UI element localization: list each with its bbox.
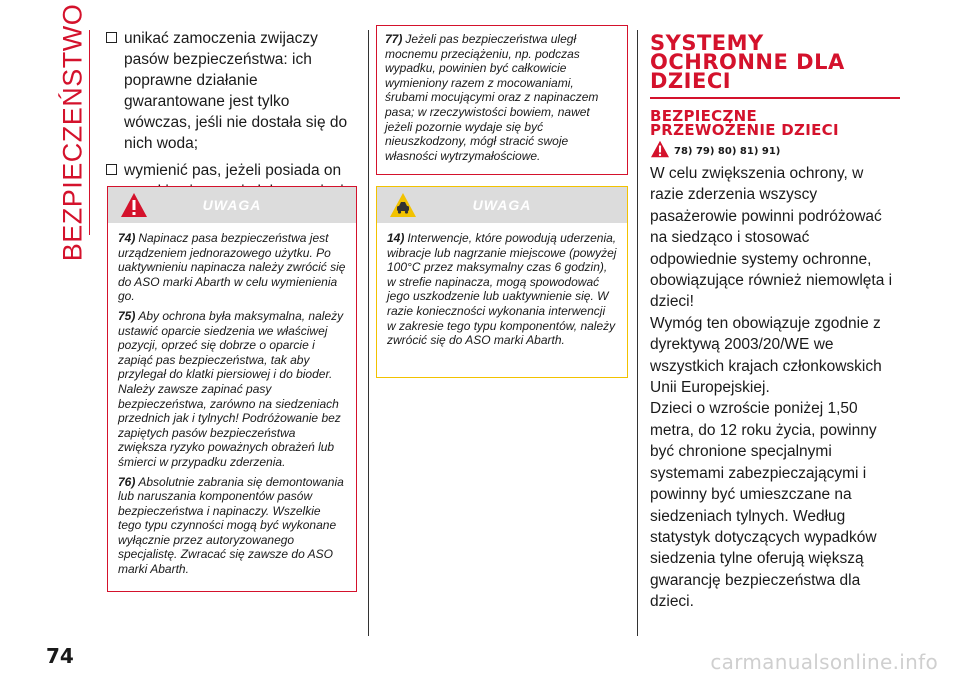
warning-triangle-icon xyxy=(650,140,670,163)
note-number: 76) xyxy=(118,474,136,489)
section-title-rule xyxy=(650,97,900,99)
left-column-bullets xyxy=(100,28,358,208)
chapter-side-rule xyxy=(89,30,90,235)
note-text: Napinacz pasa bezpieczeństwa jest urządzeniem jednorazowego użytku. Po uaktywnieniu napinacza należy zwrócić się do ASO marki Abarth w celu wymienienia go. xyxy=(118,231,346,304)
note-text: Absolutnie zabrania się demontowania lub naruszania komponentów pasów bezpieczeństwa i napinaczy. Wszelkie tego typu czynności mogą być wykonane wyłącznie przez autoryzowanego specjalistę. Zwracać się zawsze do ASO marki Abarth. xyxy=(118,474,344,577)
warning-triangle-icon xyxy=(120,192,148,223)
column-divider-right xyxy=(637,30,638,636)
note-number: 14) xyxy=(387,231,405,245)
chapter-side-label xyxy=(56,3,90,262)
caution-box-title: UWAGA xyxy=(472,197,532,213)
caution-box-header xyxy=(377,187,627,223)
note-text: Interwencje, które powodują uderzenia, wibracje lub nagrzanie miejscowe (powyżej 100°C przez maksymalny czas 6 godzin), w strefie napinacza, mogą spowodować jego uszkodzenie lub uaktywnienie się. W razie konieczności wykonania interwencji w zakresie tego typu komponentów, należy zwrócić się do ASO marki Abarth. xyxy=(387,231,617,348)
caution-box-body xyxy=(377,223,627,361)
warning-box-title: UWAGA xyxy=(202,197,262,213)
watermark-text: carmanualsonline.info xyxy=(710,650,938,674)
section-title: SYSTEMY OCHRONNE DLA DZIECI xyxy=(650,31,845,93)
note-item xyxy=(118,475,346,577)
note-item xyxy=(387,231,617,348)
body-paragraph: W celu zwiększenia ochrony, w razie zderzenia wszyscy pasażerowie powinni podróżować na siedząco i stosować odpowiednie systemy ochronne, obowiązujące również niemowlęta i dzieci! xyxy=(650,165,893,311)
note-number: 74) xyxy=(118,231,136,245)
car-damage-icon xyxy=(389,192,417,223)
body-paragraph: Dzieci o wzroście poniżej 1,50 metra, do 12 roku życia, powinny być chronione specjalnymi systemami zabezpieczającymi i powinny być umieszczane na siedzeniach tylnych. Według statystyk dotyczących wypadków siedzenia tylne oferują większą gwarancję bezpieczeństwa dla dzieci. xyxy=(650,400,877,611)
caution-box xyxy=(376,186,628,378)
column-divider-left xyxy=(368,30,369,636)
continued-warning-box xyxy=(376,25,628,175)
checkbox-bullet-icon xyxy=(106,32,117,43)
note-text: Jeżeli pas bezpieczeństwa uległ mocnemu przeciążeniu, np. podczas wypadku, powinien być całkowicie wymieniony razem z mocowaniami, śrubami mocującymi oraz z napinaczem pasa; w rzeczywistości bowiem, nawet jeżeli pozornie wydaje się być nieuszkodzony, mógł stracić swoje własności wytrzymałościowe. xyxy=(385,32,599,163)
warning-box-body xyxy=(108,223,356,590)
bullet-text: unikać zamoczenia zwijaczy pasów bezpieczeństwa: ich poprawne działanie gwarantowane jest tylko wówczas, jeśli nie dostała się do nich woda; xyxy=(124,30,348,152)
page-number: 74 xyxy=(46,644,74,668)
note-number: 77) xyxy=(385,32,403,46)
note-text: Aby ochrona była maksymalna, należy ustawić oparcie siedzenia we właściwej pozycji, oprzeć się dobrze o oparcie i zapiąć pas bezpieczeństwa, tak aby przylegał do klatki piersiowej i do bioder. Należy zawsze zapinać pasy bezpieczeństwa, zarówno na siedzeniach przednich jak i tylnych! Podróżowanie bez zapiętych pasów bezpieczeństwa zwiększa ryzyko poważnych obrażeń lub śmierci w przypadku zderzenia. xyxy=(118,308,344,469)
bullet-text: wymienić pas, jeżeli posiada on xyxy=(124,162,342,179)
warning-box xyxy=(107,186,357,592)
chapter-side-label-text: BEZPIECZEŃSTWO xyxy=(57,3,88,262)
warning-box-header xyxy=(108,187,356,223)
continued-warning-body xyxy=(377,26,627,174)
subsection-title: BEZPIECZNE PRZEWOŻENIE DZIECI xyxy=(650,107,839,139)
references-line xyxy=(650,140,900,163)
note-item xyxy=(118,309,346,470)
checkbox-bullet-icon xyxy=(106,164,117,175)
note-number: 75) xyxy=(118,308,136,323)
note-item xyxy=(118,231,346,304)
references-text: 78) 79) 80) 81) 91) xyxy=(674,146,781,157)
note-item xyxy=(385,32,619,163)
body-paragraph: Wymóg ten obowiązuje zgodnie z dyrektywą 2003/20/WE we wszystkich krajach członkowskich Unii Europejskiej. xyxy=(650,314,882,397)
right-column xyxy=(650,31,900,613)
bullet-item xyxy=(100,28,358,154)
